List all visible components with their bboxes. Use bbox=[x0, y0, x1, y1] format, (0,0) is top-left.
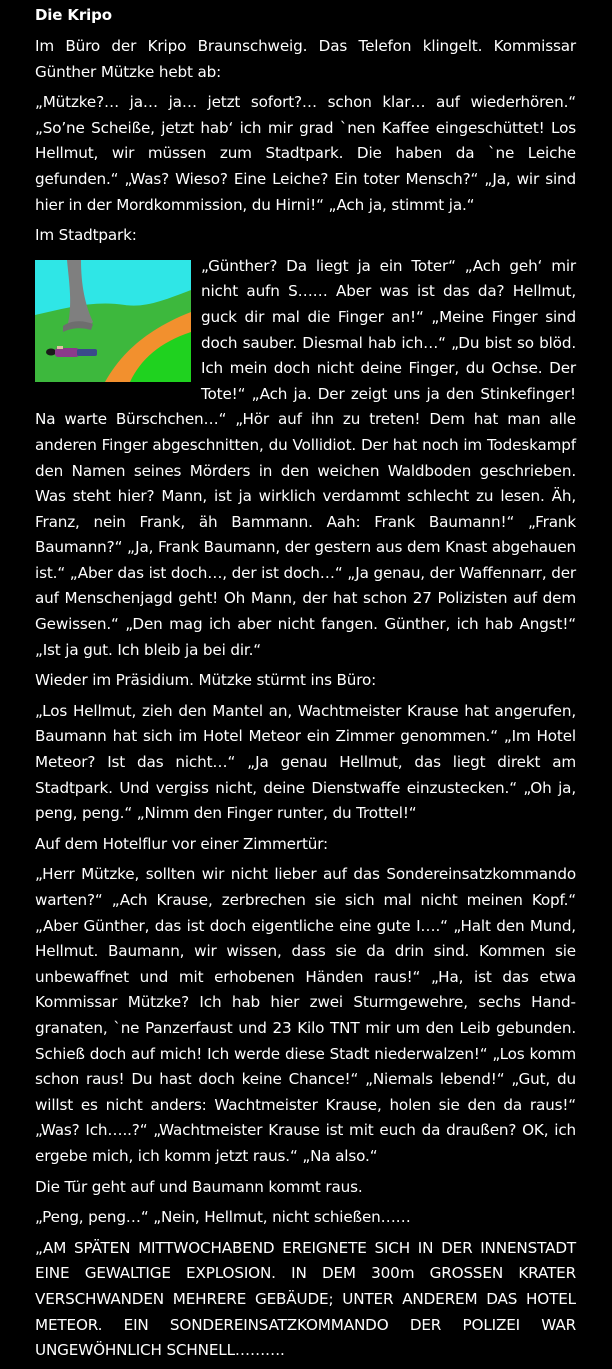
story-text bbox=[35, 4, 576, 1369]
scene-heading-hotelflur: Auf dem Hotelflur vor einer Zimmertür: bbox=[35, 834, 329, 853]
paragraph-park-scene: „Günther? Da liegt ja ein Toter“ „Ach geh‘ mir nicht aufn S…… Aber was ist das da? Hellmut, guck dir mal die Finger an!“ „Meine Finger sind doch sauber. Diesmal hab ich…“ „Du bist so blöd. Ich mein doch nicht deine Finger, du Ochse. Der Tote!“ „Ach ja. Der zeigt uns ja den Stinkefinger! Na warte Bürschchen…“ „Hör auf ihn zu treten! Dem hat man alle anderen Finger abgeschnitten, du Vollidiot. Der hat noch im Todeskampf den Namen seines Mörders in den weichen Waldboden geschrieben. Was steht hier? Mann, ist ja wirklich verdammt schlecht zu lesen. Äh, Franz, nein Frank, äh Bammann. Aah: Frank Baumann!“ „Frank Baumann?“ „Ja, Frank Baumann, der gestern aus dem Knast abgehauen ist.“ „Aber das ist doch…, der ist doch…“ „Ja genau, der Waffennarr, der auf Menschenjagd geht! Oh Mann, der hat schon 27 Polizisten auf dem Gewissen.“ „Den mag ich aber nicht fangen. Günther, ich hab Angst!“ „Ist ja gut. Ich bleib ja bei dir.“ bbox=[35, 256, 576, 659]
scene-heading-praesidium: Wieder im Präsidium. Mützke stürmt ins Büro: bbox=[35, 671, 377, 690]
paragraph-shot: „Peng, peng…“ „Nein, Hellmut, nicht schießen…… bbox=[35, 1208, 411, 1227]
paragraph-news-report: „AM SPÄTEN MITTWOCHABEND EREIGNETE SICH IN DER INNENSTADT EINE GEWALTIGE EXPLOSION. IN DEM 300m GROSSEN KRATER VERSCHWANDEN MEHRERE GEBÄUDE; UNTER ANDEREM DAS HOTEL METEOR. EIN SONDEREINSATZKOMMANDO DER POLIZEI WAR UNGEWÖHNLICH SCHNELL………. bbox=[35, 1238, 576, 1360]
paragraph-standoff: „Herr Mützke, sollten wir nicht lieber auf das Sondereinsatzkommando warten?“ „Ach Krause, zerbrechen sie sich mal nicht meinen Kopf.“ „Aber Günther, das ist doch eigentliche eine gute I….“ „Halt den Mund, Hellmut. Baumann, wir wissen, dass sie da drin sind. Kommen sie unbewaffnet und mit erhobenen Händen raus!“ „Ha, ist das etwa Kommissar Mützke? Ich hab hier zwei Sturmgewehre, sechs Handgranaten, `ne Panzerfaust und 23 Kilo TNT mir um den Leib gebunden. Schieß doch auf mich! Ich werde diese Stadt niederwalzen!“ „Los komm schon raus! Du hast doch keine Chance!“ „Niemals lebend!“ „Gut, du willst es nicht anders: Wachtmeister Krause, holen sie den da raus!“ „Was? Ich…..?“ „Wachtmeister Krause ist mit euch da draußen? OK, ich ergebe mich, ich komm jetzt raus.“ „Na also.“ bbox=[35, 865, 576, 1165]
paragraph-intro: Im Büro der Kripo Braunschweig. Das Telefon klingelt. Kommissar Günther Mützke hebt ab: bbox=[35, 37, 576, 81]
paragraph-phone-call: „Mützke?… ja… ja… jetzt sofort?… schon klar… auf wiederhören.“ „So’ne Scheiße, jetzt hab‘ ich mir grad `nen Kaffee eingeschüttet! Los Hellmut, wir müssen zum Stadtpark. Die haben da `ne Leiche gefunden.“ „Was? Wieso? Eine Leiche? Ein toter Mensch?“ „Ja, wir sind hier in der Mordkommission, du Hirni!“ „Ach ja, stimmt ja.“ bbox=[35, 93, 576, 214]
paragraph-door-opens: Die Tür geht auf und Baumann kommt raus. bbox=[35, 1177, 363, 1196]
scene-heading-stadtpark: Im Stadtpark: bbox=[35, 226, 137, 245]
paragraph-hotel-call: „Los Hellmut, zieh den Mantel an, Wachtmeister Krause hat angerufen, Baumann hat sich im Hotel Meteor ein Zimmer genommen.“ „Im Hotel Meteor? Ist das nicht…“ „Ja genau Hellmut, das liegt direkt am Stadtpark. Und vergiss nicht, deine Dienstwaffe einzustecken.“ „Oh ja, peng, peng.“ „Nimm den Finger runter, du Trottel!“ bbox=[35, 701, 576, 823]
park-scene-image bbox=[35, 260, 191, 382]
park-scene-illustration bbox=[35, 260, 191, 382]
story-title: Die Kripo bbox=[35, 6, 112, 24]
